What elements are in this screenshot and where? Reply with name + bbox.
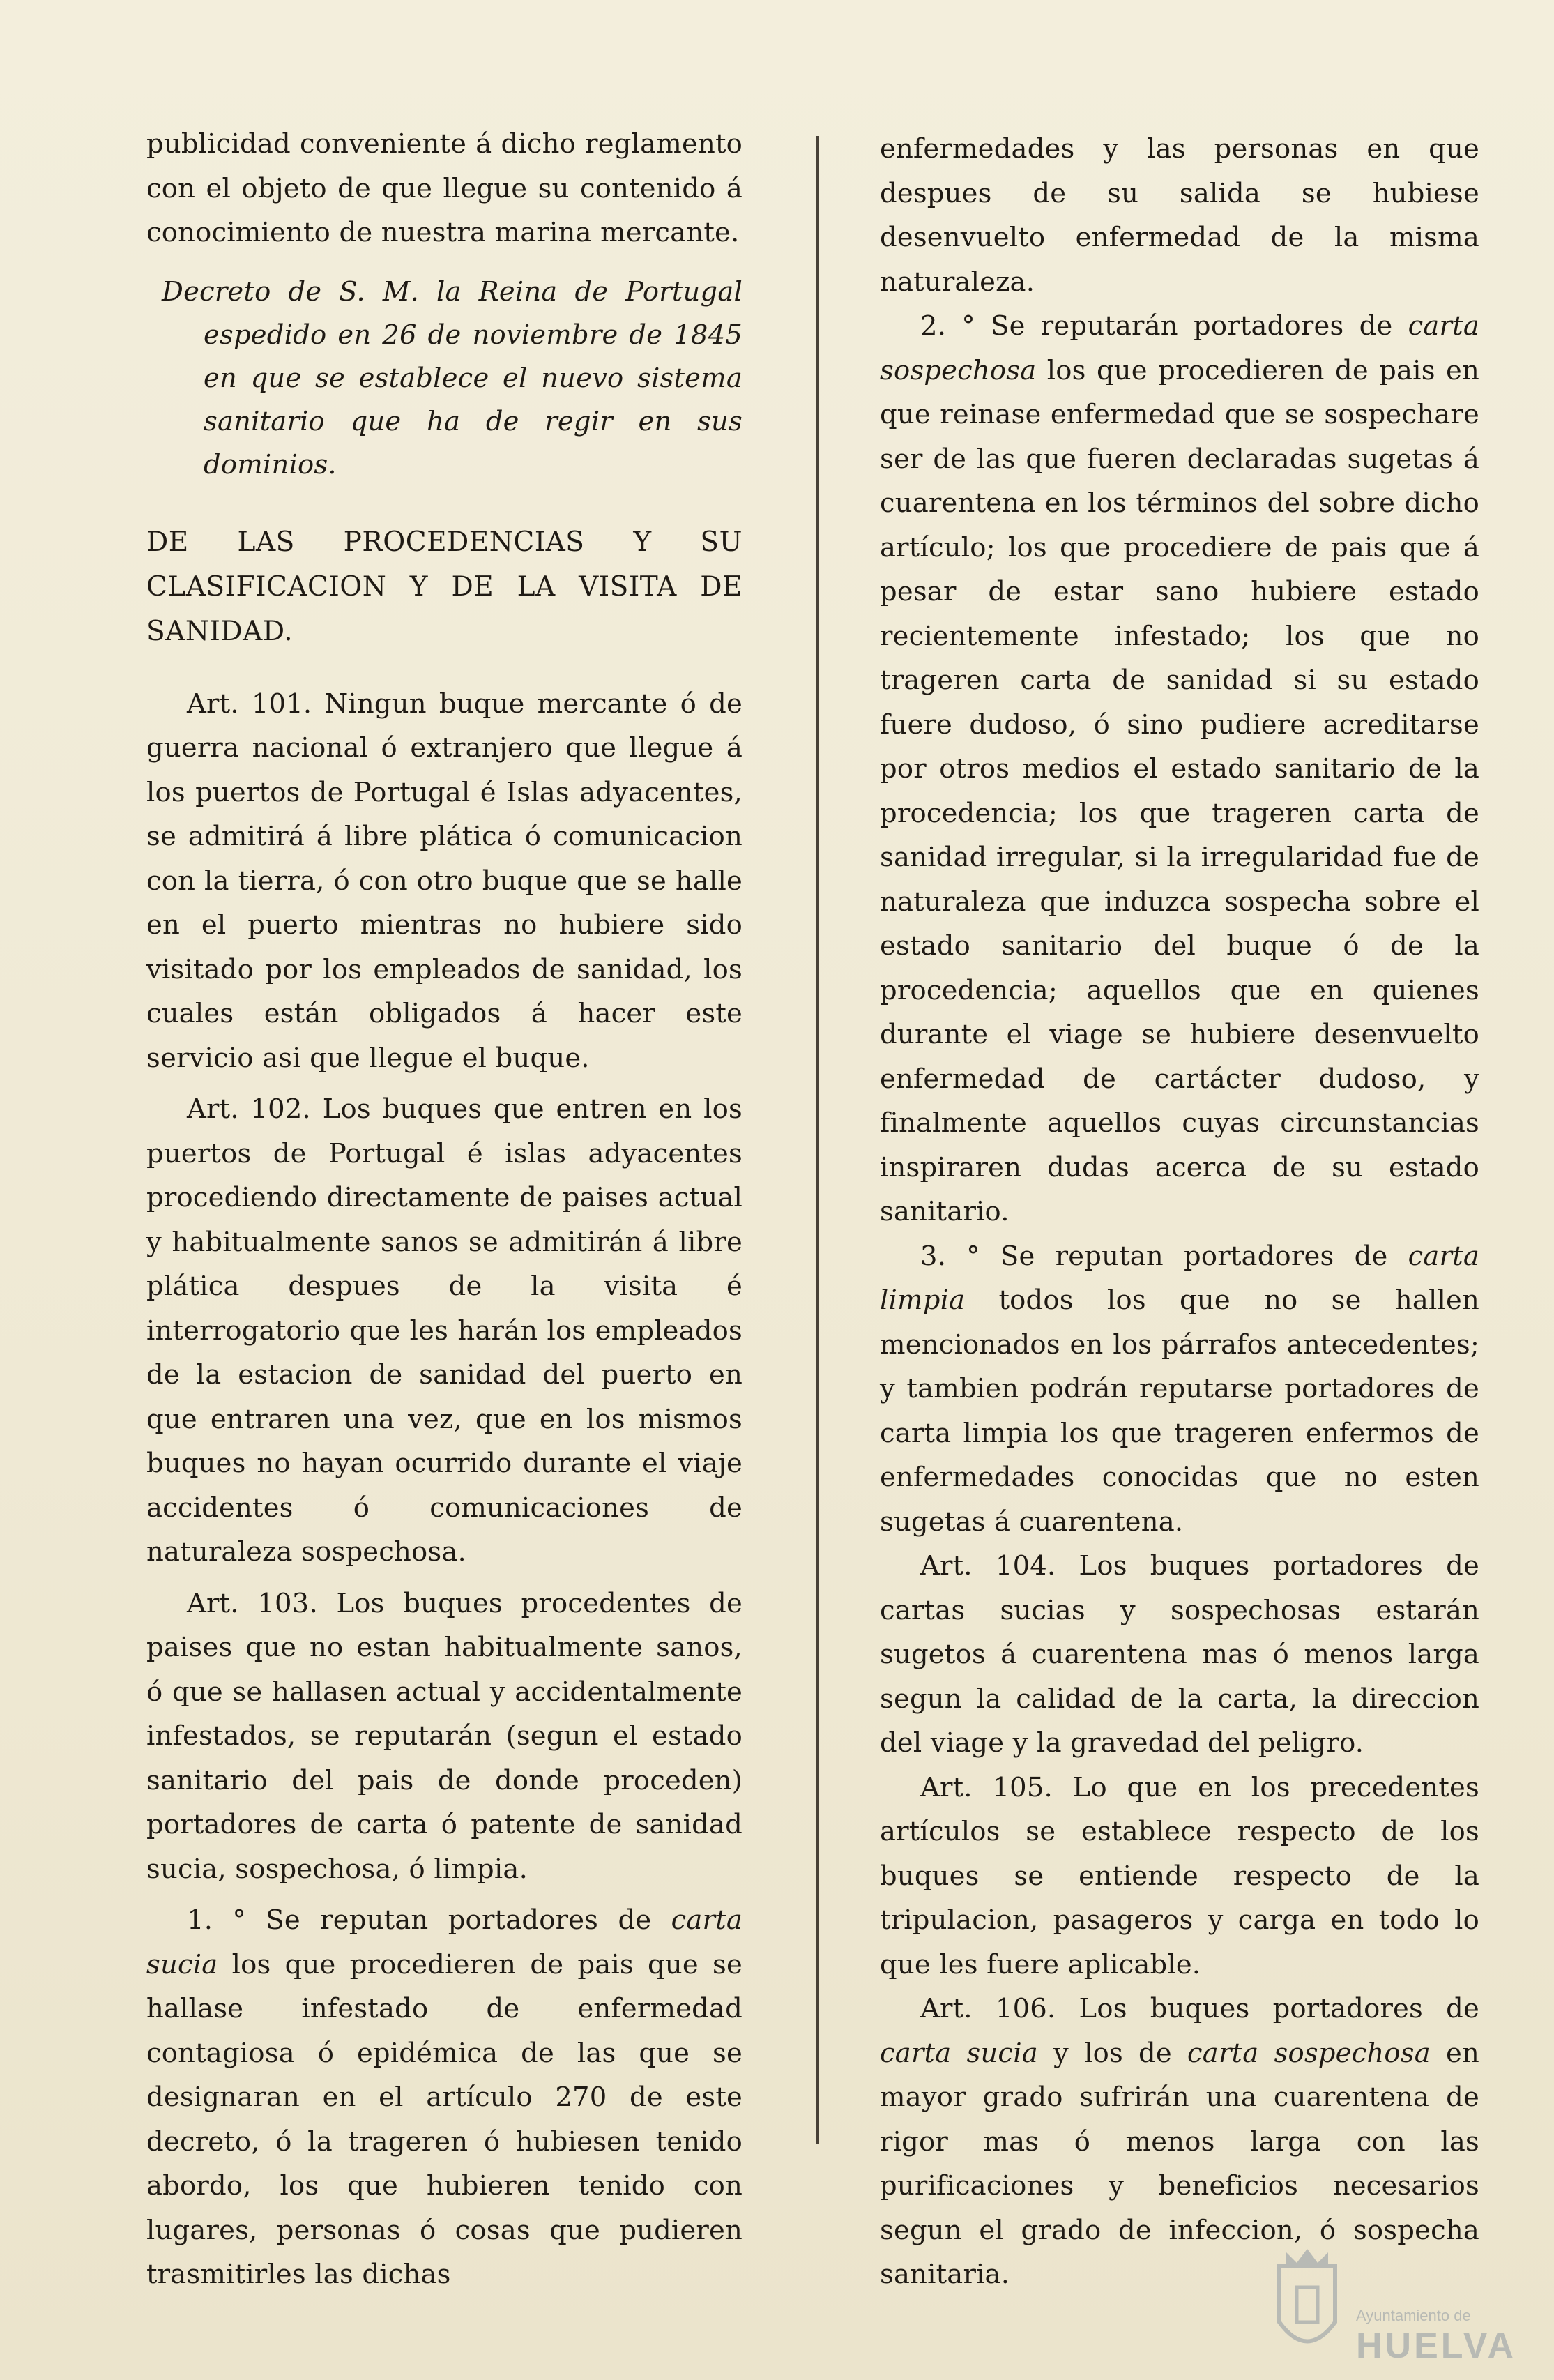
article-103: Art. 103. Los buques procedentes de paises que no estan habitualmente sanos, ó que se hallasen actual y accidentalmente infestados, se reputarán (segun el estado sanitario del pais de donde proceden) portadores de carta ó patente de sanidad sucia, sospechosa, ó limpia. bbox=[146, 1587, 742, 1885]
item-3-rest: todos los que no se hallen mencionados en los párrafos antecedentes; y tambien podrán reputarse portadores de carta limpia los que trageren enfermos de enfermedades conocidas que no esten sugetas á cuarentena. bbox=[880, 1284, 1479, 1538]
left-column bbox=[146, 122, 742, 2297]
art-106-emphasis-1: carta sucia bbox=[880, 2037, 1038, 2069]
item-1-continuation: enfermedades y las personas en que despues de su salida se hubiese desenvuelto enfermedad de la misma naturaleza. bbox=[880, 133, 1479, 298]
article-105: Art. 105. Lo que en los precedentes artículos se establece respecto de los buques se entiende respecto de la tripulacion, pasageros y carga en todo lo que les fuere aplicable. bbox=[880, 1771, 1479, 1980]
section-heading: DE LAS PROCEDENCIAS Y SU CLASIFICACION Y DE LA VISITA DE SANIDAD. bbox=[146, 526, 742, 647]
item-1-emphasis: carta sucia bbox=[146, 1904, 742, 1980]
item-3-lead: 3. ° Se reputan portadores de bbox=[920, 1240, 1408, 1272]
article-103-item-1 bbox=[146, 1898, 742, 2297]
item-3-emphasis: carta limpia bbox=[880, 1240, 1479, 1316]
article-101: Art. 101. Ningun buque mercante ó de guerra nacional ó extranjero que llegue á los puertos de Portugal é Islas adyacentes, se admitirá á libre plática ó comunicacion con la tierra, ó con otro buque que se halle en el puerto mientras no hubiere sido visitado por los empleados de sanidad, los cuales están obligados á hacer este servicio asi que llegue el buque. bbox=[146, 688, 742, 1074]
art-106-mid: y los de bbox=[1037, 2037, 1188, 2069]
huelva-watermark bbox=[1265, 2238, 1516, 2371]
item-1-rest: los que procedieren de pais que se hallase infestado de enfermedad contagiosa ó epidémica de las que se designaran en el artículo 270 de este decreto, ó la trageren ó hubiesen tenido abordo, los que hubieren tenido con lugares, personas ó cosas que pudieren trasmitirles las dichas bbox=[146, 1948, 742, 2290]
art-106-lead: Art. 106. Los buques portadores de bbox=[920, 1993, 1479, 2024]
art-106-emphasis-2: carta sospechosa bbox=[1187, 2037, 1431, 2069]
intro-paragraph: publicidad conveniente á dicho reglamento con el objeto de que llegue su contenido á conocimiento de nuestra marina mercante. bbox=[146, 128, 742, 248]
watermark-caption: Ayuntamiento de bbox=[1356, 2307, 1471, 2324]
right-column bbox=[880, 127, 1479, 2297]
article-102: Art. 102. Los buques que entren en los puertos de Portugal é islas adyacentes procediendo directamente de paises actual y habitualmente sanos se admitirán á libre plática despues de la visita é interrogatorio que les harán los empleados de la estacion de sanidad del puerto en que entraren una vez, que en los mismos buques no hayan ocurrido durante el viaje accidentes ó comunicaciones de naturaleza sospechosa. bbox=[146, 1093, 742, 1568]
article-104: Art. 104. Los buques portadores de cartas sucias y sospechosas estarán sugetos á cuarentena mas ó menos larga segun la calidad de la carta, la direccion del viage y la gravedad del peligro. bbox=[880, 1550, 1479, 1759]
decree-title: Decreto de S. M. la Reina de Portugal espedido en 26 de noviembre de 1845 en que se establece el nuevo sistema sanitario que ha de regir en sus dominios. bbox=[162, 275, 742, 480]
article-103-item-2 bbox=[880, 304, 1479, 1234]
item-2-lead: 2. ° Se reputarán portadores de bbox=[920, 310, 1408, 342]
column-divider bbox=[816, 136, 819, 2144]
item-1-lead: 1. ° Se reputan portadores de bbox=[187, 1904, 671, 1936]
article-103-item-3 bbox=[880, 1234, 1479, 1545]
watermark-title: HUELVA bbox=[1356, 2326, 1517, 2366]
art-106-rest: en mayor grado sufrirán una cuarentena de rigor mas ó menos larga con las purificaciones y beneficios necesarios segun el grado de infeccion, ó sospecha sanitaria. bbox=[880, 2037, 1480, 2290]
item-2-rest: los que procedieren de pais en que reinase enfermedad que se sospechare ser de las que fueren declaradas sugetas á cuarentena en los términos del sobre dicho artículo; los que procediere de pais que á pesar de estar sano hubiere estado recientemente infestado; los que no trageren carta de sanidad si su estado fuere dudoso, ó sino pudiere acreditarse por otros medios el estado sanitario de la procedencia; los que trageren carta de sanidad irregular, si la irregularidad fue de naturaleza que induzca sospecha sobre el estado sanitario del buque ó de la procedencia; aquellos que en quienes durante el viage se hubiere desenvuelto enfermedad de cartácter dudoso, y finalmente aquellos cuyas circunstancias inspiraren dudas acerca de su estado sanitario. bbox=[880, 354, 1479, 1227]
item-2-emphasis: carta sospechosa bbox=[880, 310, 1479, 386]
crest-icon bbox=[1265, 2238, 1349, 2371]
